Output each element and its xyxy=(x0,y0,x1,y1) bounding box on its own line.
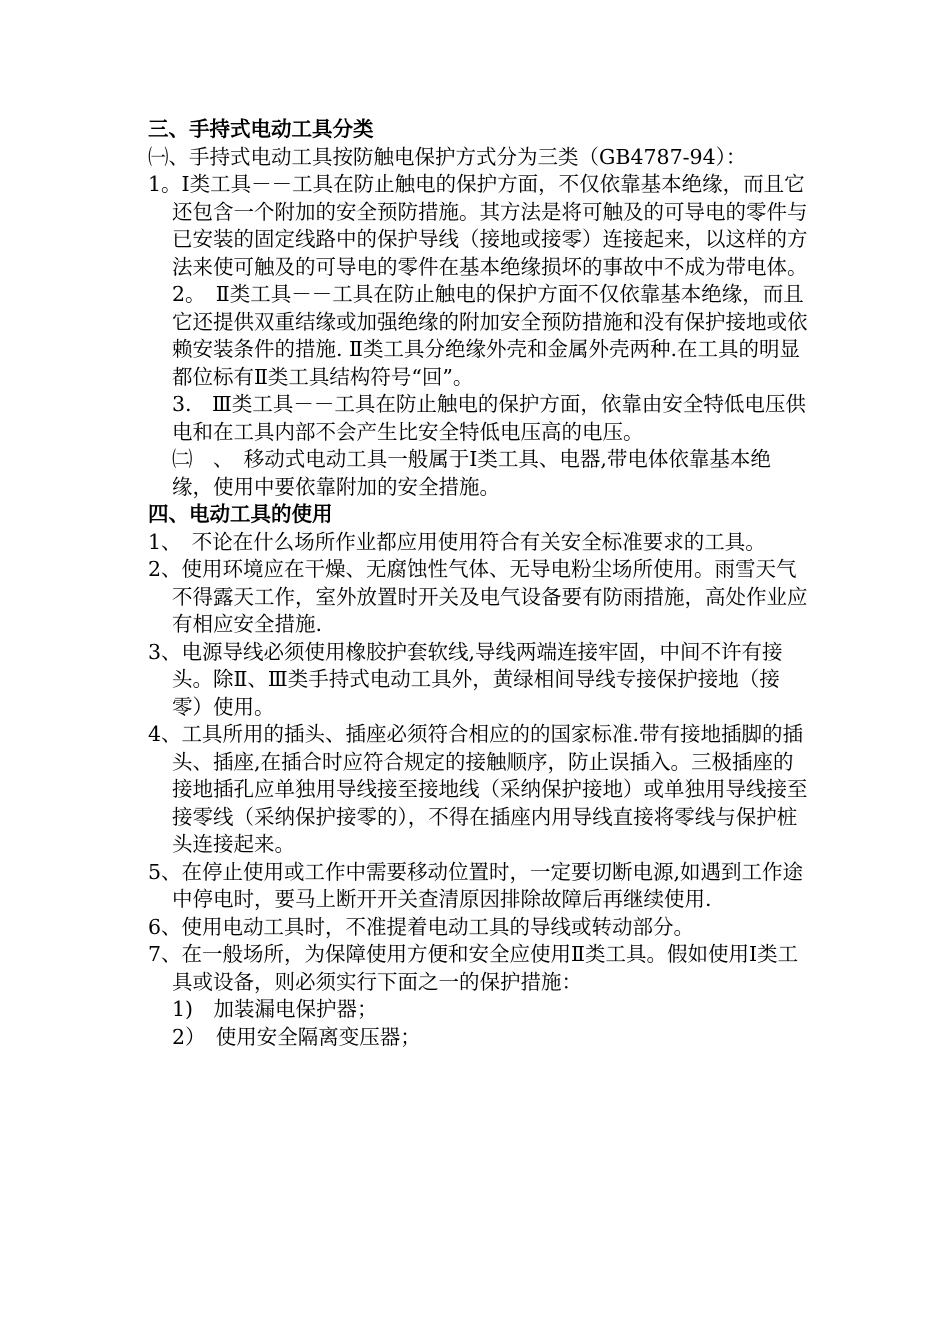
section-4-title: 四、电动工具的使用 xyxy=(148,502,333,526)
usage-item-5: 5、在停止使用或工作中需要移动位置时，一定要切断电源,如遇到工作途中停电时，要马上断开开关查清原因排除故障后再继续使用. xyxy=(148,859,804,911)
protection-measure-2: 2） 使用安全隔离变压器； xyxy=(172,1024,421,1049)
class-2-paragraph: 2。 Ⅱ类工具－－工具在防止触电的保护方面不仅依靠基本绝缘，而且它还提供双重结缘或加强绝缘的附加安全预防措施和没有保护接地或依赖安装条件的措施. Ⅱ类工具分绝缘外壳和金属外壳两种.在工具的明显都位标有Ⅱ类工具结构符号“回”。 xyxy=(172,282,808,389)
section-3-title: 三、手持式电动工具分类 xyxy=(148,117,374,141)
usage-item-7: 7、在一般场所，为保障使用方便和安全应使用Ⅱ类工具。假如使用Ⅰ类工具或设备，则必须实行下面之一的保护措施： xyxy=(148,942,799,994)
class-3-paragraph: 3. Ⅲ类工具－－工具在防止触电的保护方面，依靠由安全特低电压供电和在工具内部不会产生比安全特低电压高的电压。 xyxy=(172,392,806,444)
protection-measure-1: 1) 加装漏电保护器； xyxy=(172,997,378,1021)
usage-item-4: 4、工具所用的插头、插座必须符合相应的的国家标准.带有接地插脚的插头、插座,在插合时应符合规定的接触顺序，防止误插入。三极插座的接地插孔应单独用导线接至接地线（采纳保护接地）或单独用导线接至接零线（采纳保护接零的），不得在插座内用导线直接将零线与保护桩头连接起来。 xyxy=(148,722,808,856)
usage-item-2: 2、使用环境应在干燥、无腐蚀性气体、无导电粉尘场所使用。雨雪天气不得露天工作，室外放置时开关及电气设备要有防雨措施，高处作业应有相应安全措施. xyxy=(148,557,808,636)
mobile-tools-paragraph: ㈡ 、 移动式电动工具一般属于Ⅰ类工具、电器,带电体依靠基本绝缘，使用中要依靠附加的安全措施。 xyxy=(172,447,771,499)
section-3-intro: ㈠、手持式电动工具按防触电保护方式分为三类（GB4787-94）： xyxy=(148,144,747,169)
usage-item-6: 6、使用电动工具时，不准提着电动工具的导线或转动部分。 xyxy=(148,914,695,939)
class-1-paragraph: 1。Ⅰ类工具－－工具在防止触电的保护方面，不仅依靠基本绝缘，而且它还包含一个附加的安全预防措施。其方法是将可触及的可导电的零件与已安装的固定线路中的保护导线（接地或接零）连接起来，以这样的方法来使可触及的可导电的零件在基本绝缘损坏的事故中不成为带电体。 xyxy=(148,172,808,279)
usage-item-3: 3、电源导线必须使用橡胶护套软线,导线两端连接牢固，中间不许有接头。除Ⅱ、Ⅲ类手持式电动工具外，黄绿相间导线专接保护接地（接零）使用。 xyxy=(148,639,783,719)
usage-item-1: 1、 不论在什么场所作业都应用使用符合有关安全标准要求的工具。 xyxy=(148,529,766,554)
document-body xyxy=(148,116,808,1051)
